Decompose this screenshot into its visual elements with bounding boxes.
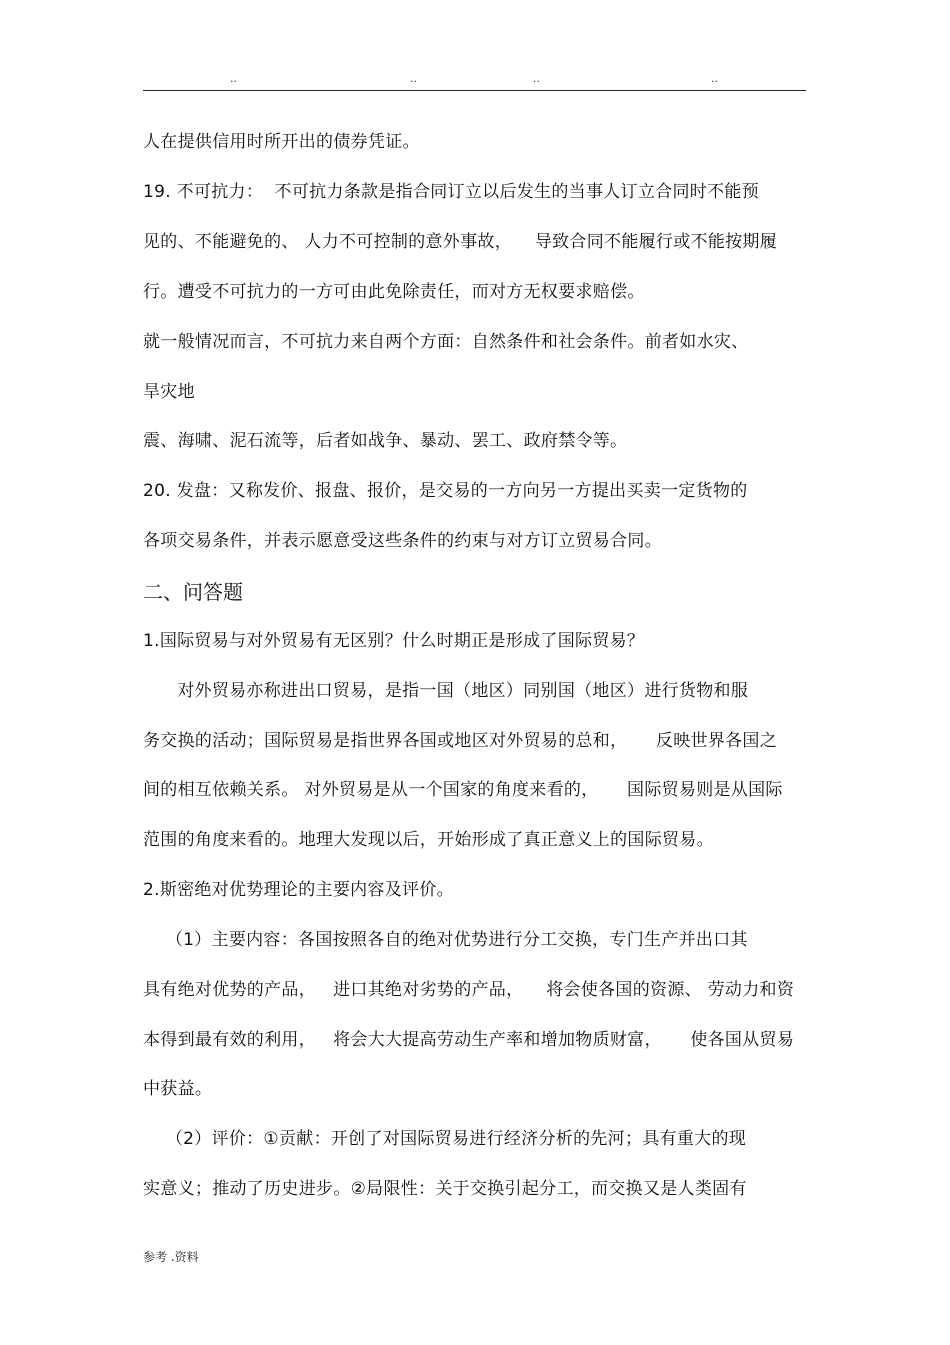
text-line: 人在提供信用时所开出的债券凭证。 — [143, 132, 420, 152]
text-line: （1）主要内容：各国按照各自的绝对优势进行分工交换，专门生产并出口其 — [143, 930, 748, 950]
header-mark-4: .. — [711, 72, 718, 85]
section-heading: 二、问答题 — [143, 580, 243, 604]
text-line: 范围的角度来看的。地理大发现以后，开始形成了真正意义上的国际贸易。 — [143, 830, 714, 850]
text-line: 20. 发盘：又称发价、报盘、报价，是交易的一方向另一方提出买卖一定货物的 — [143, 481, 748, 501]
text-line: 行。遭受不可抗力的一方可由此免除责任，而对方无权要求赔偿。 — [143, 282, 645, 302]
header-mark-2: .. — [410, 72, 417, 85]
text-line: 具有绝对优势的产品， 进口其绝对劣势的产品， 将会使各国的资源、 劳动力和资 — [143, 980, 795, 1000]
text-line: 各项交易条件，并表示愿意受这些条件的约束与对方订立贸易合同。 — [143, 531, 662, 551]
header-mark-1: .. — [230, 72, 237, 85]
header-rule — [143, 90, 806, 91]
text-line: 19. 不可抗力： 不可抗力条款是指合同订立以后发生的当事人订立合同时不能预 — [143, 182, 759, 202]
text-line: 2.斯密绝对优势理论的主要内容及评价。 — [143, 880, 454, 900]
header-mark-3: .. — [533, 72, 540, 85]
text-line: 务交换的活动；国际贸易是指世界各国或地区对外贸易的总和， 反映世界各国之 — [143, 731, 778, 751]
text-line: 中获益。 — [143, 1079, 213, 1099]
text-line: 旱灾地 — [143, 382, 195, 402]
text-line: 见的、不能避免的、 人力不可控制的意外事故， 导致合同不能履行或不能按期履 — [143, 232, 778, 252]
text-line: 就一般情况而言，不可抗力来自两个方面：自然条件和社会条件。前者如水灾、 — [143, 332, 749, 352]
text-line: 对外贸易亦称进出口贸易，是指一国（地区）同别国（地区）进行货物和服 — [143, 681, 749, 701]
text-line: 间的相互依赖关系。 对外贸易是从一个国家的角度来看的， 国际贸易则是从国际 — [143, 780, 783, 800]
text-line: 1.国际贸易与对外贸易有无区别？什么时期正是形成了国际贸易？ — [143, 631, 645, 651]
text-line: （2）评价：①贡献：开创了对国际贸易进行经济分析的先河；具有重大的现 — [143, 1129, 747, 1149]
text-line: 震、海啸、泥石流等，后者如战争、暴动、罢工、政府禁令等。 — [143, 431, 628, 451]
text-line: 本得到最有效的利用， 将会大大提高劳动生产率和增加物质财富， 使各国从贸易 — [143, 1030, 795, 1050]
page-footer: 参考 .资料 — [143, 1250, 199, 1264]
text-line: 实意义；推动了历史进步。②局限性：关于交换引起分工，而交换又是人类固有 — [143, 1179, 747, 1199]
